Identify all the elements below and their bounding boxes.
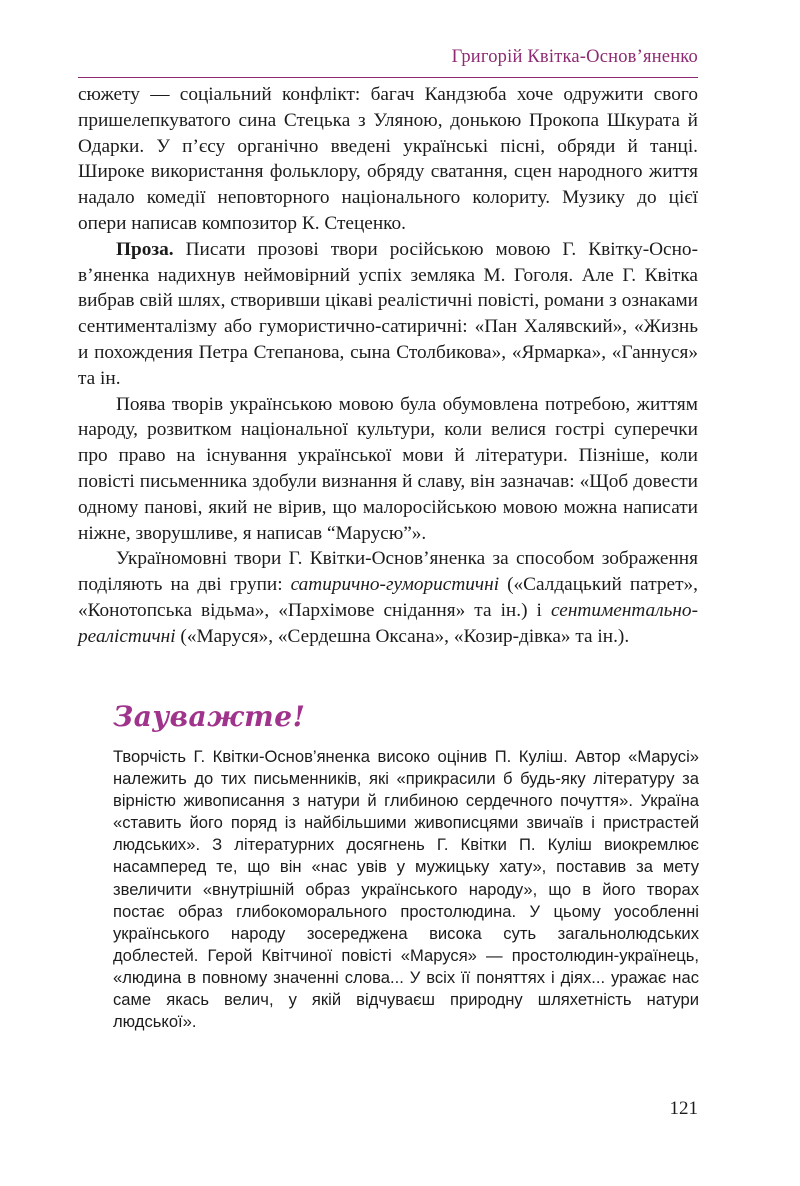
note-paragraph: Творчість Г. Квітки-Основ’яненка високо оцінив П. Куліш. Автор «Марусі» належить до тих письменників, які «прикрасили б будь-яку літературу за вірністю живописання з натури й глибиною сердечного почуття». Україна «ставить його поряд із найбільшими живописцями звичаїв і пристрастей людських». З літературних досягнень Г. Квітки П. Куліш виокремлює насамперед те, що він «нас увів у мужицьку хату», поставив за мету звеличити «внутрішній образ українського народу», що в його творах постає образ глибокоморального простолюдина. У цьому уособленні українського народу зосереджена висока суть загальнолюдських доблестей. Герой Квітчиної повісті «Маруся» — простолюдин-українець, «людина в повному значенні слова... У всіх її поняттях і діях... уражає нас саме якась велич, у якій відчуваєш природну шляхетність натури людської». (113, 747, 699, 1032)
note-title: Зауважте! (113, 700, 306, 733)
paragraph-ukrainian-works: Поява творів українською мовою була обумовлена потребою, життям народу, розвитком національної культури, коли велися гострі суперечки про право на існування української мови й літератури. Пізніше, коли повісті письменника здобули визнання й славу, він зазначав: «Щоб довести одному панові, який не вірив, що малоросійською мовою можна написати ніжне, зворушливе, я написав “Марусю”». (78, 393, 698, 544)
main-text (78, 82, 698, 650)
groups-text-b: («Салдацький патрет», «Конотопська відьма», «Пархімове снідання» та ін.) і (78, 574, 698, 621)
group-satirical: сатирично-гумористичні (290, 574, 500, 596)
prose-text: Писати прозові твори російською мовою Г. Квітку-Основ’яненка надихнув неймовірний успіх земляка М. Гоголя. Але Г. Квітка вибрав свій шлях, створивши цікаві реалістичні повісті, романи з ознаками сентименталізму або гумористично-сатиричні: «Пан Халявский», «Жизнь и похождения Петра Степанова, сына Столбикова», «Ярмарка», «Ганнуся» та ін. (78, 238, 698, 389)
prose-heading: Проза. (116, 238, 174, 260)
page-number: 121 (669, 1098, 698, 1119)
header-rule (78, 77, 698, 78)
running-title: Григорій Квітка-Основ’яненко (451, 47, 698, 67)
note-box (113, 746, 699, 1033)
groups-text-c: («Маруся», «Сердешна Оксана», «Козир-дівка» та ін.). (175, 625, 630, 647)
group-sentimental: сентиментально-реалістичні (78, 599, 698, 647)
paragraph-plot: сюжету — соціальний конфлікт: багач Кандзюба хоче одружити свого пришелепкуватого сина Стецька з Уляною, донькою Прокопа Шкурата й Одарки. У п’єсу органічно введені українські пісні, обряди й танці. Широке використання фольклору, обряду сватання, сцен народного життя надало комедії неповторного національного колориту. Музику до цієї опери написав композитор К. Стеценко. (78, 84, 698, 234)
groups-text-a: Україномовні твори Г. Квітки-Основ’яненка за способом зображення поділяють на дві групи: (78, 548, 698, 596)
paragraph-groups (78, 546, 698, 649)
paragraph-prose (78, 237, 698, 392)
